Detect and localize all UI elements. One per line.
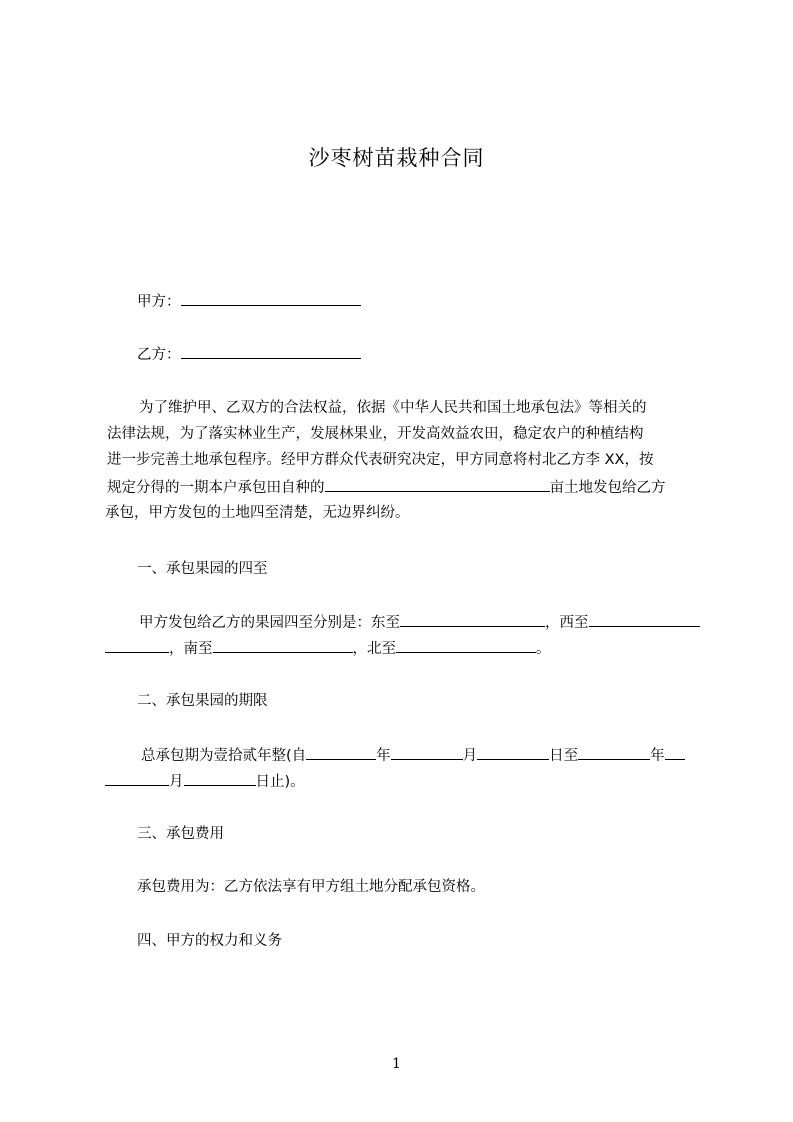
section-1-heading: 一、承包果园的四至 <box>137 561 268 577</box>
acreage-blank[interactable] <box>325 477 550 492</box>
section-2-row-1 <box>0 745 700 769</box>
month-label: 月 <box>462 748 478 764</box>
intro-line-4 <box>107 477 666 498</box>
north-label: ，北至 <box>352 641 396 657</box>
north-blank[interactable] <box>396 638 536 653</box>
day-end-label: 日止)。 <box>255 774 305 790</box>
intro-line-3: 进一步完善土地承包程序。经甲方群众代表研究决定，甲方同意将村北乙方李 XX，按 <box>107 452 654 468</box>
end-year-blank[interactable] <box>578 745 650 760</box>
party-a-blank[interactable] <box>181 291 361 306</box>
party-b-blank[interactable] <box>181 344 361 359</box>
start-year-blank[interactable] <box>306 745 376 760</box>
page-number: 1 <box>392 1056 401 1072</box>
section-1-line-1 <box>139 612 700 633</box>
year-label: 年 <box>376 748 391 764</box>
west-label: ，西至 <box>545 615 589 631</box>
intro-line-1: 为了维护甲、乙双方的合法权益，依据《中华人民共和国土地承包法》等相关的 <box>139 400 647 416</box>
document-title: 沙枣树苗栽种合同 <box>308 146 485 170</box>
end-day-blank[interactable] <box>184 771 256 786</box>
month-2-label: 月 <box>169 774 184 790</box>
section-3-text: 承包费用为：乙方依法享有甲方组土地分配承包资格。 <box>137 879 485 895</box>
intro-line-4-post: 亩土地发包给乙方 <box>549 480 666 496</box>
west-blank[interactable] <box>589 612 701 627</box>
intro-line-2: 法律法规，为了落实林业生产，发展林果业，开发高效益农田，稳定农户的种植结构 <box>107 426 644 442</box>
section-1-line-2 <box>105 638 551 659</box>
intro-line-4-pre: 规定分得的一期本户承包田自种的 <box>107 480 325 496</box>
party-b-label: 乙方： <box>137 347 181 363</box>
party-a-line <box>137 291 361 312</box>
start-day-blank[interactable] <box>477 745 549 760</box>
south-blank[interactable] <box>213 638 353 653</box>
party-b-line <box>137 344 361 365</box>
east-blank[interactable] <box>400 612 545 627</box>
section-1-row-1 <box>0 612 700 636</box>
section-4-heading: 四、甲方的权力和义务 <box>137 933 282 949</box>
party-a-label: 甲方： <box>137 294 181 310</box>
intro-row-2 <box>0 424 700 448</box>
start-month-blank[interactable] <box>391 745 463 760</box>
section-2-line-2 <box>105 771 305 792</box>
south-label: ，南至 <box>169 641 213 657</box>
east-label: 甲方发包给乙方的果园四至分别是：东至 <box>139 615 400 631</box>
term-label: 总承包期为壹拾贰年整(自 <box>141 748 307 764</box>
section-1-end: 。 <box>536 641 551 657</box>
intro-row-3 <box>0 450 700 474</box>
west-blank-cont[interactable] <box>105 638 169 653</box>
section-3-heading: 三、承包费用 <box>137 826 224 842</box>
end-month-blank-start[interactable] <box>665 745 685 760</box>
end-month-blank[interactable] <box>105 771 169 786</box>
section-2-line-1 <box>141 745 685 766</box>
intro-line-5: 承包，甲方发包的土地四至清楚，无边界纠纷。 <box>105 505 410 521</box>
section-2-heading: 二、承包果园的期限 <box>137 693 268 709</box>
intro-row-4 <box>0 477 700 501</box>
year-2-label: 年 <box>650 748 665 764</box>
intro-row-1 <box>0 398 700 422</box>
day-to-label: 日至 <box>549 748 579 764</box>
